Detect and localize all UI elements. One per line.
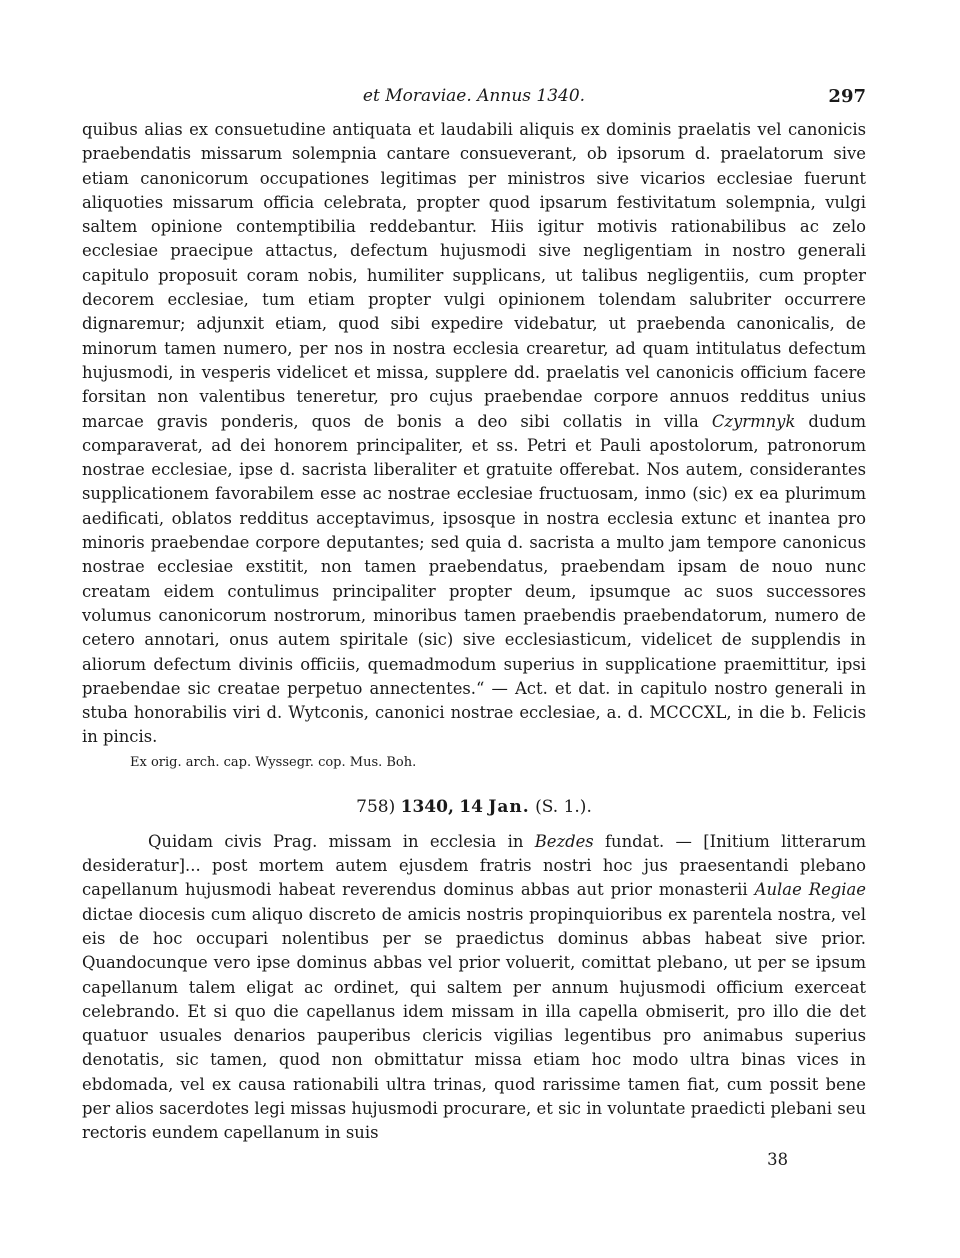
monastery-name: Aulae Regiae bbox=[754, 880, 866, 900]
source-note: Ex orig. arch. cap. Wyssegr. cop. Mus. Boh. bbox=[130, 754, 417, 770]
document-seal-note: (S. 1.). bbox=[535, 796, 592, 817]
document-number: 758) bbox=[356, 796, 396, 817]
document-year: 1340, bbox=[400, 796, 454, 817]
charter-text bbox=[82, 118, 866, 750]
document-text bbox=[82, 830, 866, 1146]
page bbox=[82, 86, 866, 1172]
place-name-czyrmnyk: Czyrmnyk bbox=[711, 411, 796, 431]
charter-text-part1: quibus alias ex consuetudine antiquata et laudabili aliquis ex dominis praelatis vel canonicis praebendatis missarum solempnia cantare consueverant, ob ipsorum d. praelatorum sive etiam canonicorum occupationes legitimas per ministros sive vicarios ecclesiae fuerunt aliquoties missarum officia celebrata, propter quod ipsarum festivitatum solempnia, vulgi saltem opinione contemptibilia reddebantur. Hiis igitur motivis rationabilibus ac zelo ecclesiae praecipue attactus, defectum hujusmodi sive negligentiam in nostro generali capitulo proposuit coram nobis, humiliter supplicans, ut talibus negligentiis, cum propter decorem ecclesiae, tum etiam propter vulgi opinionem tolendam salubriter occurrere dignaremur; adjunxit etiam, quod sibi expedire videbatur, ut praebenda canonicalis, de minorum tamen numero, per nos in nostra ecclesia crearetur, ad quam intitulatus defectum hujusmodi, in vesperis videlicet et missa, supplere dd. praelatis vel canonicis officium facere forsitan non valentibus teneretur, pro cujus praebendae corpore annuos redditus unius marcae gravis ponderis, quos de bonis a deo sibi collatis in villa bbox=[82, 120, 866, 431]
place-name-bezdes: Bezdes bbox=[534, 831, 594, 851]
signature-mark: 38 bbox=[767, 1149, 788, 1169]
running-head bbox=[82, 86, 866, 114]
document-text-part3: dictae diocesis cum aliquo discreto de amicis nostris propinquioribus ex parentela nostra, vel eis de hoc occupari nolentibus per se praedictus dominus abbas habeat sive prior. Quandocunque vero ipse dominus abbas vel prior voluerit, comittat plebano, ut per se ipsum capellanum talem eligat ac ordinet, qui saltem per annum hujusmodi officium exerceat celebrando. Et si quo die capellanus idem missam in illa capella obmiserit, pro illo die det quatuor usuales denarios pauperibus clericis vigilias legentibus pro animabus superius denotatis, sic tamen, quod non obmittatur missa etiam hoc modo ultra binas vices in ebdomada, vel ex causa rationabili ultra trinas, quod rarissime tamen fiat, cum possit bene per alios sacerdotes legi missas hujusmodi procurare, et sic in voluntate praedicti plebani seu rectoris eundem capellanum in suis bbox=[82, 904, 866, 1143]
document-heading bbox=[82, 794, 866, 820]
document-day: 14 bbox=[459, 796, 483, 817]
document-text-part2: fundat. — [Initium litterarum desideratur]... post mortem autem ejusdem fratris nostri hoc jus praesentandi plebano capellanum hujusmodi habeat reverendus dominus abbas aut prior monasterii bbox=[82, 831, 866, 900]
document-text-part1: Quidam civis Prag. missam in ecclesia in bbox=[148, 831, 535, 851]
charter-text-part2: dudum comparaverat, ad dei honorem principaliter, et ss. Petri et Pauli apostolorum, patronorum nostrae ecclesiae, ipse d. sacrista liberaliter et gratuite offerebat. Nos autem, considerantes supplicationem favorabilem esse ac nostrae ecclesiae fructuosam, inmo (sic) ex ea plurimum aedificati, oblatos redditus acceptavimus, ipsosque in nostra ecclesia extunc et inantea pro minoris praebendae corpore deputantes; sed quia d. sacrista a multo jam tempore canonicus nostrae ecclesiae exstitit, non tamen praebendatus, praebendam ipsam de nouo nunc creatam eidem contulimus principaliter propter deum, ipsumque ac suos successores volumus canonicorum nostrorum, minoribus tamen praebendis praebendatorum, numero de cetero annotari, onus autem spiritale (sic) sive ecclesiasticum, videlicet de supplendis in aliorum defectum divinis officiis, quemadmodum superius in supplicatione praemittitur, ipsi praebendae sic creatae perpetuo annectentes.“ — Act. et dat. in capitulo nostro generali in stuba honorabilis viri d. Wytconis, canonici nostrae ecclesiae, a. d. MCCCXL, in die b. Felicis in pincis. bbox=[82, 411, 866, 747]
page-number: 297 bbox=[828, 86, 866, 107]
running-head-title: et Moraviae. Annus 1340. bbox=[362, 86, 586, 106]
document-month: Jan. bbox=[488, 796, 530, 817]
